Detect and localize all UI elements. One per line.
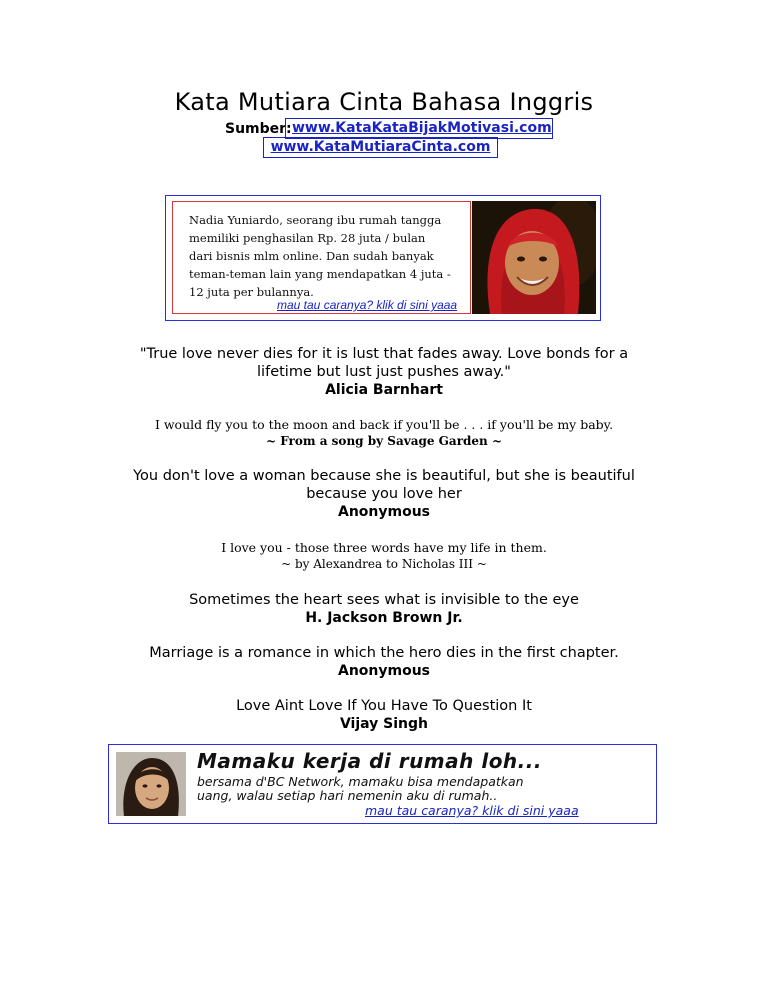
quote-author: H. Jackson Brown Jr. <box>305 610 463 626</box>
quote-author: Anonymous <box>337 504 431 520</box>
ad-headline: Mamaku kerja di rumah loh... <box>197 749 542 773</box>
quote-text-line: because you love her <box>306 486 462 502</box>
quote-author: Alicia Barnhart <box>325 382 443 398</box>
ad-description-line: memiliki penghasilan Rp. 28 juta / bulan <box>189 231 426 245</box>
ad-cta-link[interactable]: mau tau caranya? klik di sini yaaa <box>277 298 458 312</box>
quote-author: ~ by Alexandrea to Nicholas III ~ <box>281 557 487 571</box>
ad-text-frame <box>172 201 471 314</box>
quote-block <box>0 345 768 399</box>
ad-description-line: uang, walau setiap hari nemenin aku di rumah.. <box>197 788 498 803</box>
quote-block <box>0 539 768 573</box>
quote-block <box>0 416 768 450</box>
quote-author: ~ From a song by Savage Garden ~ <box>265 434 502 448</box>
ad-description <box>197 775 647 803</box>
ad-description-line: Nadia Yuniardo, seorang ibu rumah tangga <box>189 213 442 227</box>
ad-description-line: dari bisnis mlm online. Dan sudah banyak <box>189 249 434 263</box>
quote-text-line: You don't love a woman because she is beautiful, but she is beautiful <box>133 468 635 484</box>
quote-text-line: Love Aint Love If You Have To Question It <box>236 698 532 714</box>
ad-description-line: 12 juta per bulannya. <box>189 285 314 299</box>
ad-cta-link[interactable]: mau tau caranya? klik di sini yaaa <box>365 803 579 818</box>
source-link-katakatabijakmotivasi[interactable]: www.KataKataBijakMotivasi.com <box>285 118 553 139</box>
ad-banner-top[interactable] <box>165 195 601 321</box>
woman-portrait-photo <box>472 201 596 314</box>
portrait-illustration <box>472 201 596 314</box>
quote-text-line: lifetime but lust just pushes away." <box>257 364 511 380</box>
quote-text-line: Marriage is a romance in which the hero dies in the first chapter. <box>149 645 619 661</box>
ad-description <box>189 211 459 301</box>
quote-block <box>0 467 768 521</box>
quote-text-line: I love you - those three words have my life in them. <box>221 540 547 555</box>
quote-text-line: Sometimes the heart sees what is invisible to the eye <box>189 592 579 608</box>
quote-text-line: "True love never dies for it is lust that fades away. Love bonds for a <box>139 346 629 362</box>
source-label: Sumber: <box>225 121 292 137</box>
quote-block <box>0 591 768 627</box>
ad-description-line: bersama d'BC Network, mamaku bisa mendapatkan <box>197 774 524 789</box>
quote-text-line: I would fly you to the moon and back if you'll be . . . if you'll be my baby. <box>154 417 614 432</box>
ad-banner-bottom[interactable] <box>108 744 657 824</box>
child-portrait-photo <box>116 752 186 816</box>
quote-author: Anonymous <box>337 663 431 679</box>
ad-description-line: teman-teman lain yang mendapatkan 4 juta - <box>189 267 451 281</box>
quote-block <box>0 644 768 680</box>
quote-block <box>0 697 768 733</box>
portrait-illustration <box>116 752 186 816</box>
source-link-katamutiaracinta[interactable]: www.KataMutiaraCinta.com <box>263 137 498 158</box>
quote-author: Vijay Singh <box>339 716 429 732</box>
page-title: Kata Mutiara Cinta Bahasa Inggris <box>174 88 594 116</box>
